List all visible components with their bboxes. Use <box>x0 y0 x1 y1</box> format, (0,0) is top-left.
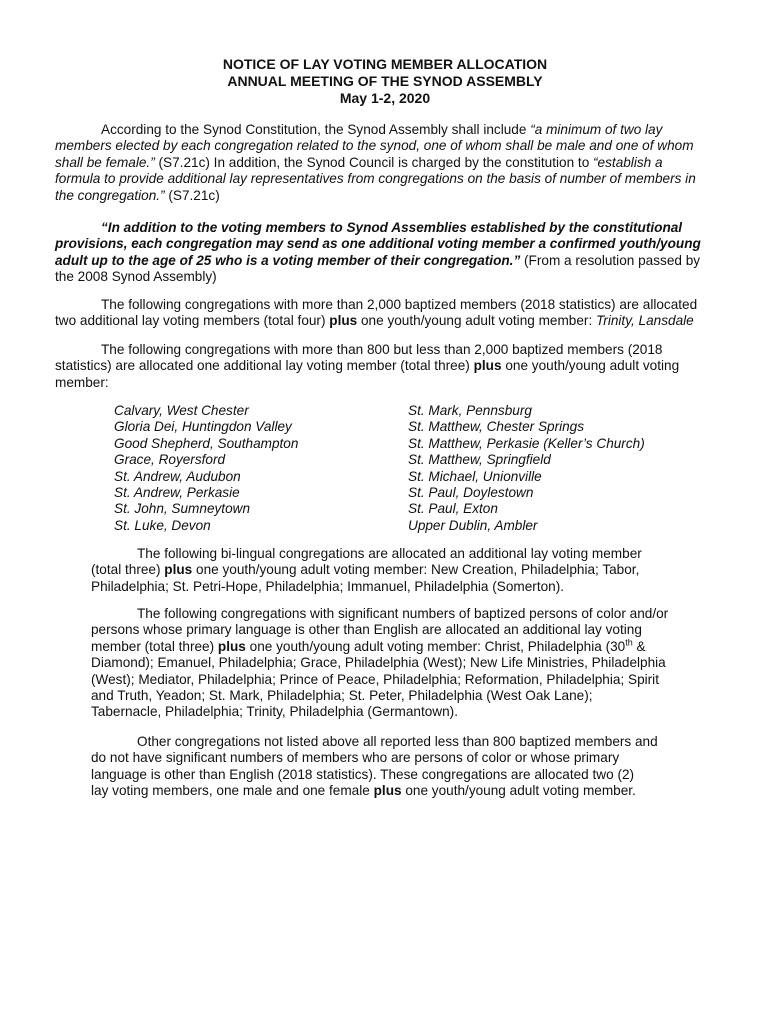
list-item: St. Mark, Pennsburg <box>408 403 532 418</box>
paragraph-persons-of-color: The following congregations with significant numbers of baptized persons of color and/or persons whose primary language is other than English are allocated an additional lay voting member (total three) plus one youth/young adult voting member: Christ, Philadelphia (30th & Diamond); Emanuel, Philadelphia; Grace, Philadelphia (West); New Life Ministries, Philadelphia (West); Mediator, Philadelphia; Prince of Peace, Philadelphia; Reformation, Philadelphia; Spirit and Truth, Yeadon; St. Mark, Philadelphia; St. Peter, Philadelphia (West Oak Lane); Tabernacle, Philadelphia; Trinity, Philadelphia (Germantown). <box>91 606 669 720</box>
list-item: St. Michael, Unionville <box>408 468 542 484</box>
congregation-list-left <box>114 403 298 534</box>
title-line-2: ANNUAL MEETING OF THE SYNOD ASSEMBLY <box>227 73 543 89</box>
list-item: St. Matthew, Perkasie (Keller’s Church) <box>408 435 645 451</box>
title-line-1: NOTICE OF LAY VOTING MEMBER ALLOCATION <box>222 56 548 72</box>
list-item: Upper Dublin, Ambler <box>408 517 538 533</box>
paragraph-800-to-2000: The following congregations with more than 800 but less than 2,000 baptized members (2018 statistics) are allocated one additional lay voting member (total three) plus one youth/young adult voting member: <box>55 342 680 390</box>
list-item: St. Paul, Doylestown <box>408 484 534 500</box>
list-item: St. Andrew, Audubon <box>114 468 241 484</box>
paragraph-youth-resolution: “In addition to the voting members to Synod Assemblies established by the constitutional provisions, each congregation may send as one additional voting member a confirmed youth/young adult up to the age of 25 who is a voting member of their congregation.” (From a resolution passed by the 2008 Synod Assembly) <box>55 220 701 285</box>
list-item: Gloria Dei, Huntingdon Valley <box>114 419 292 435</box>
paragraph-over-2000: The following congregations with more than 2,000 baptized members (2018 statistics) are allocated two additional lay voting members (total four) plus one youth/young adult voting member: Trinity, Lansdale <box>55 297 698 329</box>
paragraph-other-congregations: Other congregations not listed above all reported less than 800 baptized members and do not have significant numbers of members who are persons of color or whose primary language is other than English (2018 statistics). These congregations are allocated two (2) lay voting members, one male and one female plus one youth/young adult voting member. <box>91 734 658 799</box>
list-item: Calvary, West Chester <box>114 403 249 418</box>
list-item: St. John, Sumneytown <box>114 501 251 517</box>
list-item: St. Matthew, Chester Springs <box>408 419 585 435</box>
list-item: Grace, Royersford <box>114 452 226 468</box>
list-item: St. Paul, Exton <box>408 501 498 517</box>
paragraph-constitution: According to the Synod Constitution, the Synod Assembly shall include “a minimum of two lay members elected by each congregation related to the synod, one of whom shall be male and one of whom shall be female.” (S7.21c) In addition, the Synod Council is charged by the constitution to “establish a formula to provide additional lay representatives from congregations on the basis of number of members in the congregation.” (S7.21c) <box>55 122 696 203</box>
title-date: May 1-2, 2020 <box>339 90 431 106</box>
list-item: Good Shepherd, Southampton <box>114 435 299 451</box>
congregation-list-right <box>408 403 645 534</box>
paragraph-bilingual: The following bi-lingual congregations are allocated an additional lay voting member (total three) plus one youth/young adult voting member: New Creation, Philadelphia; Tabor, Philadelphia; St. Petri-Hope, Philadelphia; Immanuel, Philadelphia (Somerton). <box>91 546 642 594</box>
list-item: St. Luke, Devon <box>114 517 211 533</box>
list-item: St. Andrew, Perkasie <box>114 484 240 500</box>
list-item: St. Matthew, Springfield <box>408 452 551 468</box>
